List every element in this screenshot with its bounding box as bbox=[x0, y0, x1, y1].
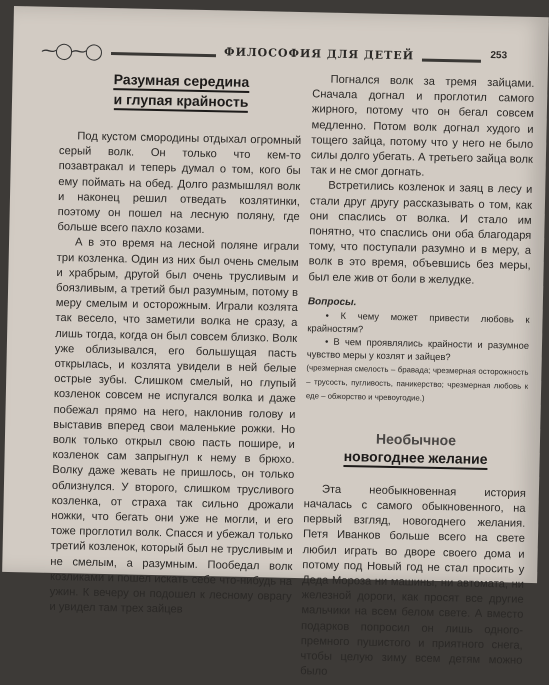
right-column bbox=[300, 72, 535, 684]
article-title bbox=[60, 69, 303, 114]
book-page bbox=[2, 6, 549, 678]
second-title-line1: Необычное bbox=[375, 430, 457, 449]
second-article-title bbox=[304, 428, 527, 471]
questions-block bbox=[306, 295, 530, 407]
question: • К чему может привести любовь к крайностям? bbox=[307, 309, 530, 335]
left-column bbox=[49, 67, 302, 620]
second-title-line2: новогоднее желание bbox=[343, 447, 487, 470]
question: • В чем проявлялись крайности и разумное чувство меры у козлят и зайцев? bbox=[306, 335, 530, 363]
paragraph: Встретились козленок и заяц в лесу и стали друг другу рассказывать о том, как они спаслись от волка. И стало им понятно, что спаслись они оба благодаря тому, что поступали разумно и в меру, а волк в это время, объевшись без меры, был еле жив от боли в желудке. bbox=[308, 180, 533, 287]
article-title-line2: и глупая крайность bbox=[113, 90, 248, 113]
questions-heading: Вопросы. bbox=[307, 296, 357, 309]
answers-note: (чрезмерная смелость – бравада; чрезмерная осторожность – трусость, пугливость, паникерство; чрезмерная любовь к еде – обжорство и чревоугодие.) bbox=[305, 363, 529, 403]
paragraph: Погнался волк за тремя зайцами. Сначала догнал и проглотил самого жирного, потому что он бегал совсем медленно. Потом волк догнал худого и тощего зайца, потому что у него не было силы долго убегать. А третьего зайца волк так и не смог догнать. bbox=[310, 73, 535, 179]
page-number: 253 bbox=[484, 50, 507, 61]
paragraph: Эта необыкновенная история началась с самого обыкновенного, на первый взгляд, новогоднего желания. Петя Иванков больше всего на свете любил играть во дворе своего дома и потому под Новый год не стал просить у Деда Мороза ни машины, ни автомата, ни железной дороги, как просят все другие мальчики на всем белом свете. А вместо подарков попросил он лишь одного-премного пушистого и приятного снега, чтобы целую зиму всем детям можно было bbox=[300, 483, 527, 678]
ornament-icon: ⁓◯⁓◯ bbox=[40, 40, 102, 61]
paragraph: А в это время на лесной поляне играли три козленка. Один из них был очень смелым и храбрым, другой был очень трусливым и боязливым, а третий был разумным, потому в меру смелым и осторожным. Играли козлята так весело, что заметили волка не сразу, а лишь тогда, когда он был совсем близко. Волк уже облизывался, его большущая пасть открылась, и козлята увидели в ней белые острые зубы. Слишком смелый, но глупый козленок совсем не испугался волка и даже побежал прямо на него, наклонив голову и выставив вперед свои маленькие рожки. Но волк только открыл свою пасть пошире, и козленок сам запрыгнул к нему в брюхо. Волку даже жевать не пришлось, он только облизнулся. У второго, слишком трусливого козленка, от страха так сильно дрожали ножки, что бегать они уже не могли, и его тоже проглотил волк. Спасся и убежал только третий козленок, который был не трусливым и не смелым, а разумным. Пообедал волк козликами и пошел искать себе что-нибудь на ужин. К вечеру он подошел к лесному оврагу и увидел там трех зайцев bbox=[49, 236, 300, 616]
paragraph: Под кустом смородины отдыхал огромный серый волк. Он только что кем-то позавтракал и теперь думал о том, кого бы ему поймать на обед. Долго размышлял волк и наконец решил отведать козлятинки, поэтому он пошел на лесную поляну, где больше всего пахло козами. bbox=[57, 130, 302, 237]
running-title: ФИЛОСОФИЯ ДЛЯ ДЕТЕЙ bbox=[216, 45, 422, 62]
article-title-line1: Разумная середина bbox=[113, 70, 249, 93]
